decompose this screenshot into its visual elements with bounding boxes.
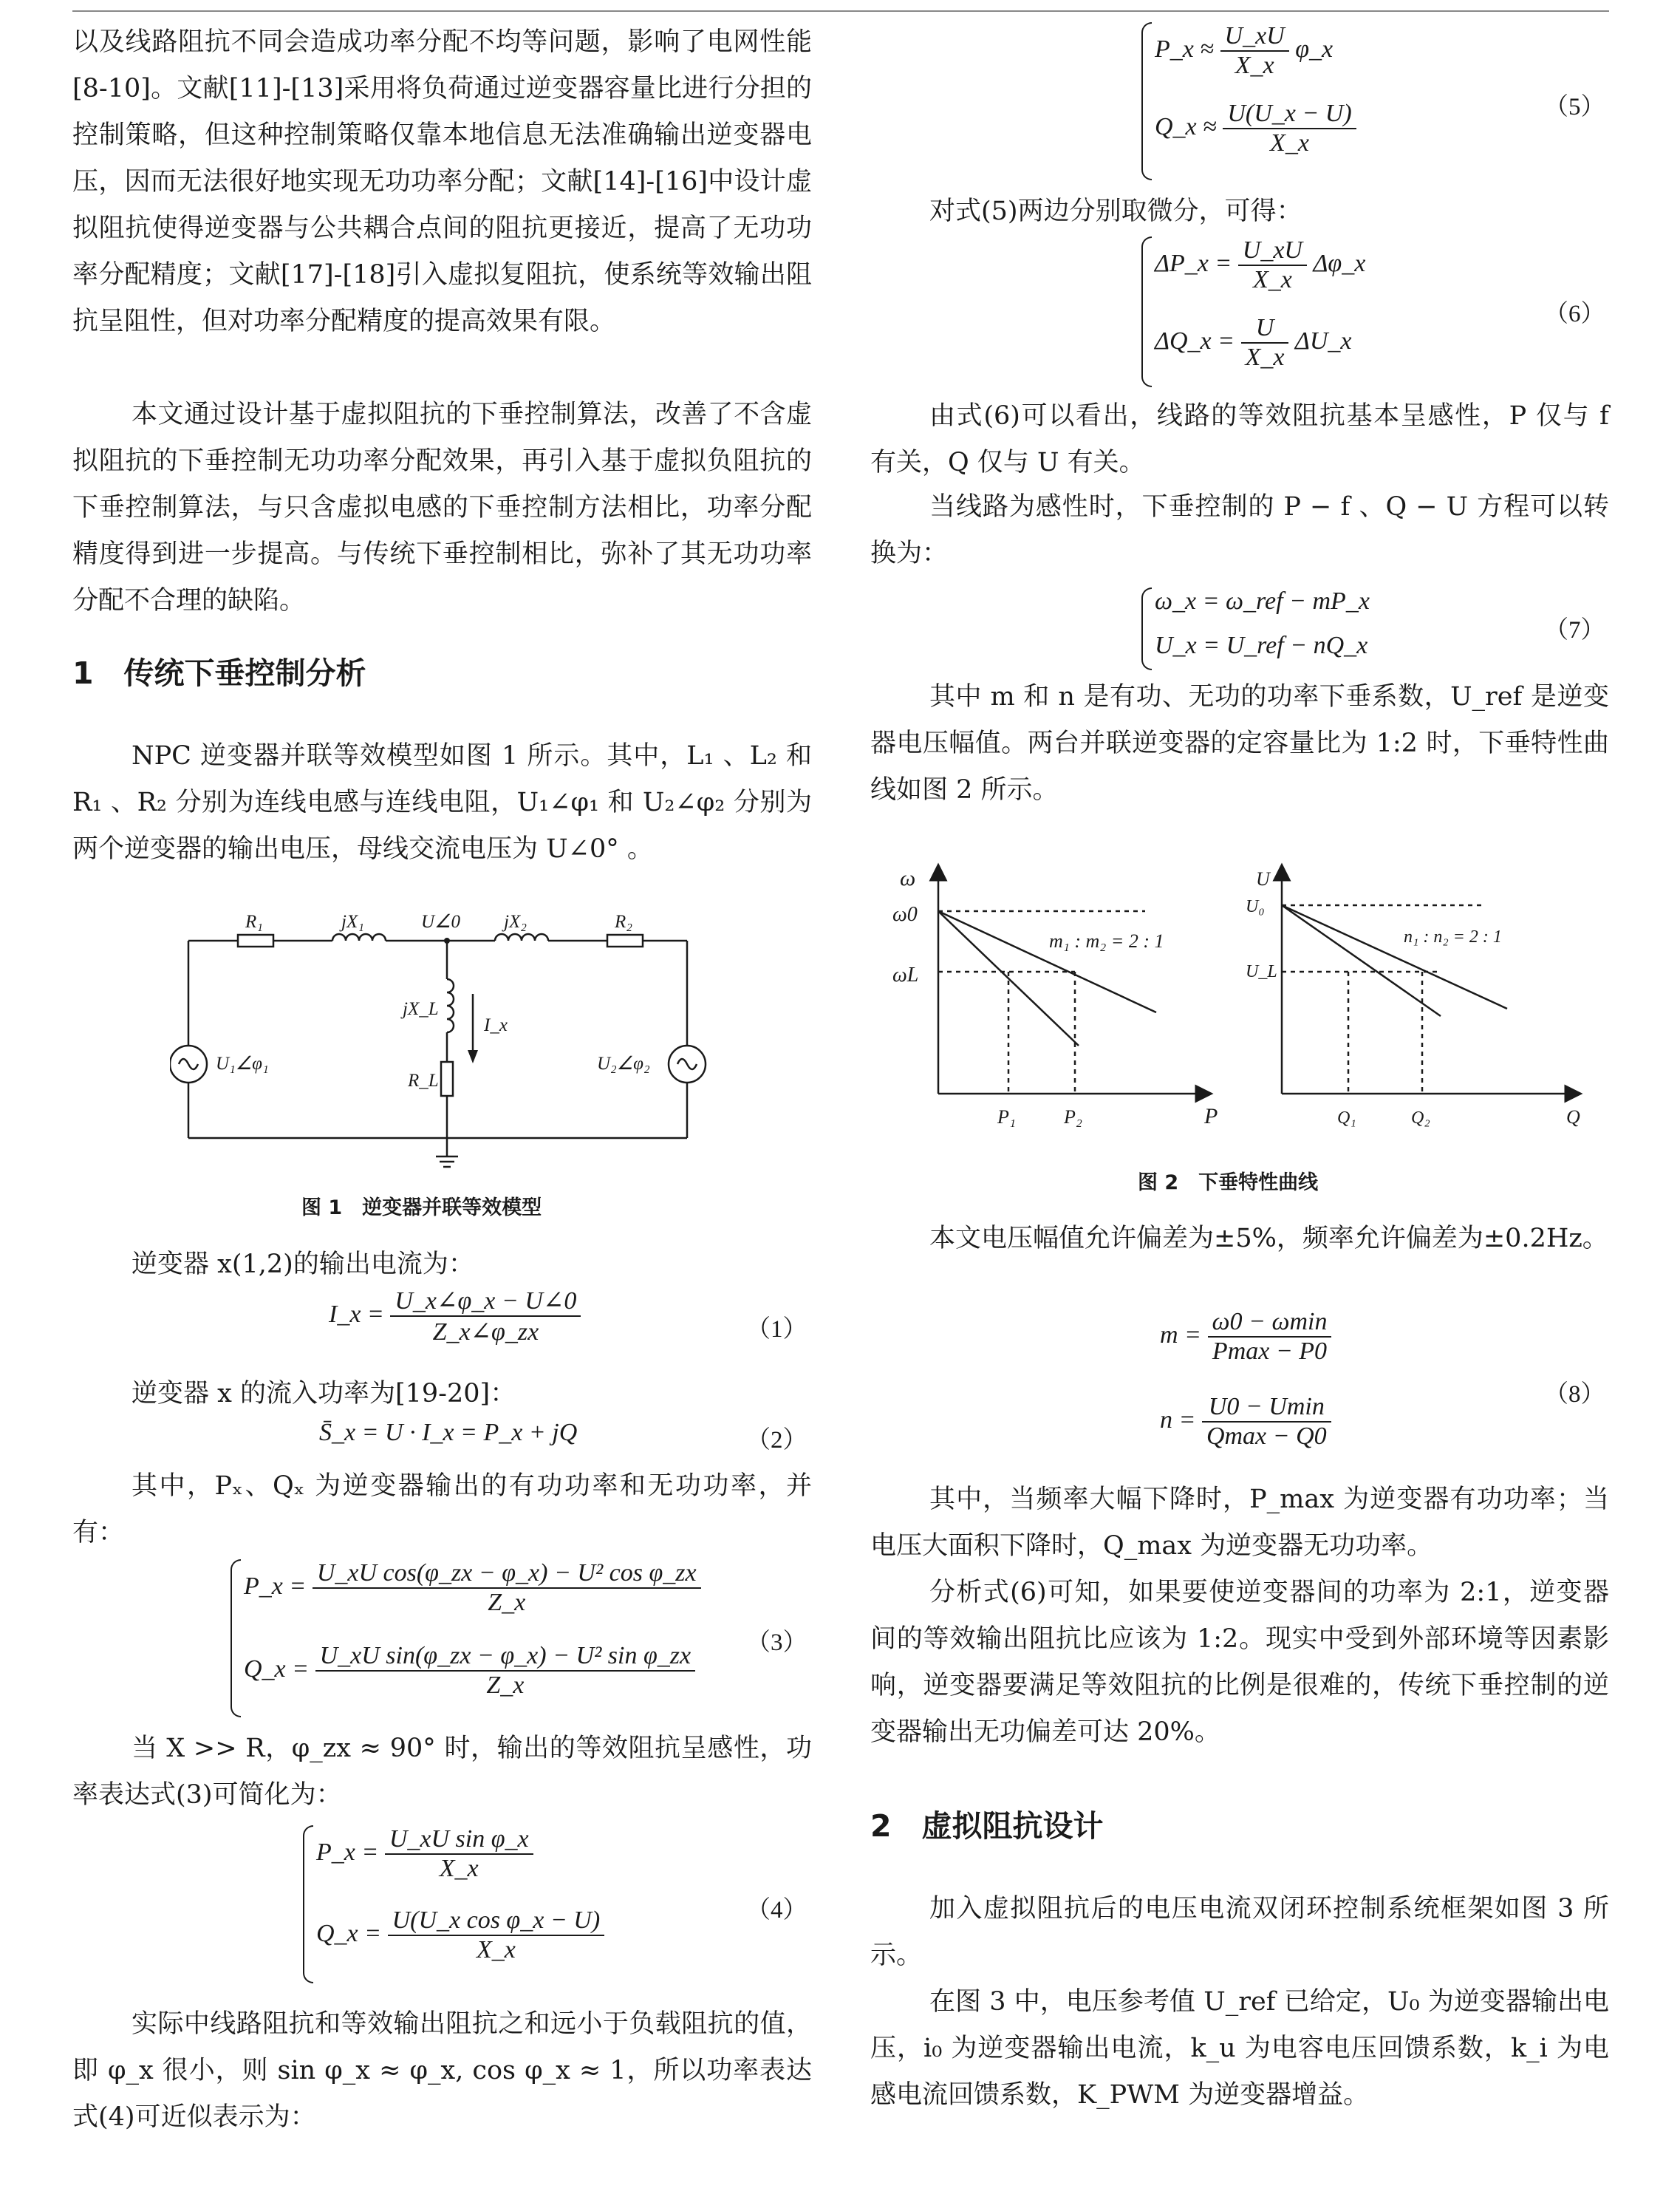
label-rl: R_L bbox=[408, 1071, 439, 1091]
inductor-jx1 bbox=[332, 934, 386, 941]
eq1-numerator: U_x∠φ_x − U∠0 bbox=[390, 1286, 581, 1317]
section-2-title: 2 虚拟阻抗设计 bbox=[870, 1808, 1104, 1844]
equation-4-p: P_x = $\frac{\text{U\_xU sin φ\_x}}{X\_x}$ bbox=[316, 1825, 533, 1883]
label-r1: R₁ bbox=[245, 912, 263, 932]
fig2-left-ratio: m₁ : m₂ = 2 : 1 bbox=[1049, 930, 1164, 952]
fig2-right-y-axis: U bbox=[1256, 868, 1270, 890]
paragraph-pmax: 其中，当频率大幅下降时，P_max 为逆变器有功功率；当电压大面积下降时，Q_max 为逆变器无功功率。 bbox=[870, 1485, 1609, 1561]
header-rule bbox=[72, 10, 1609, 12]
equation-8-n: n = $\frac{U0 - Umin}{Qmax - Q0}$ bbox=[1160, 1393, 1331, 1451]
figure-2-caption: 图 2 下垂特性曲线 bbox=[1138, 1171, 1319, 1194]
paragraph-tolerance: 本文电压幅值允许偏差为±5%，频率允许偏差为±0.2Hz。 bbox=[929, 1224, 1608, 1253]
eq1-denominator: Z_x∠φ_zx bbox=[432, 1318, 539, 1346]
label-jx1: jX₁ bbox=[341, 912, 364, 932]
label-u2: U₂∠φ₂ bbox=[597, 1054, 650, 1074]
paragraph-fig3-desc: 在图 3 中，电压参考值 U_ref 已给定，U₀ 为逆变器输出电压，i₀ 为逆变器输出电流，k_u 为电容电压回馈系数，k_i 为电感电流回馈系数，K_PWM 为逆变器增益。 bbox=[870, 1987, 1609, 2110]
equation-5-p: P_x ≈ $\frac{U\_xU}{X\_x}$ φ_x bbox=[1155, 22, 1334, 79]
current-arrow bbox=[468, 1050, 478, 1063]
label-u1: U₁∠φ₁ bbox=[216, 1054, 269, 1074]
figure-1-circuit bbox=[170, 905, 731, 1171]
fig2-left-y-axis: ω bbox=[900, 866, 916, 890]
paragraph-output-current: 逆变器 x(1,2)的输出电流为： bbox=[132, 1250, 474, 1279]
label-jxl: jX_L bbox=[403, 999, 439, 1019]
equation-4-q: Q_x = $\frac{\text{U(U\_x cos φ\_x − U)}}{X\_x}$ bbox=[316, 1907, 604, 1964]
fig2-right-yL: U_L bbox=[1246, 962, 1277, 981]
fig2-left-y0: ω0 bbox=[892, 903, 918, 926]
label-r2: R₂ bbox=[615, 912, 632, 932]
paragraph-model-desc: NPC 逆变器并联等效模型如图 1 所示。其中，L₁ 、L₂ 和 R₁ 、R₂ 分别为连线电感与连线电阻，U₁∠φ₁ 和 U₂∠φ₂ 分别为两个逆变器的输出电压，母线交流电压为 U∠0° 。 bbox=[72, 741, 812, 864]
droop-line-n1 bbox=[1282, 905, 1441, 1016]
paragraph-simplify: 当 X >> R，φ_zx ≈ 90° 时，输出的等效阻抗呈感性，功率表达式(3)可简化为： bbox=[72, 1734, 812, 1810]
equation-5-number: （5） bbox=[1544, 94, 1605, 120]
equation-1-number: （1） bbox=[746, 1316, 807, 1343]
eq1-lhs: I_x = bbox=[329, 1300, 384, 1328]
figure-1-caption: 图 1 逆变器并联等效模型 bbox=[301, 1196, 542, 1219]
equation-7-line2: U_x = U_ref − nQ_x bbox=[1155, 632, 1368, 659]
equation-7-line1: ω_x = ω_ref − mP_x bbox=[1155, 587, 1370, 615]
equation-8-m: m = $\frac{\omega 0 - \omega\min}{Pmax - P0}$ bbox=[1160, 1308, 1331, 1366]
fig2-right-y0: U₀ bbox=[1246, 897, 1265, 916]
eq3-brace bbox=[231, 1559, 241, 1717]
resistor-rl bbox=[441, 1062, 453, 1096]
equation-1 bbox=[329, 1286, 581, 1346]
equation-6-number: （6） bbox=[1544, 301, 1605, 327]
paragraph-droop-eq: 当线路为感性时，下垂控制的 P − f 、Q − U 方程可以转换为： bbox=[870, 492, 1609, 568]
equation-5-q: Q_x ≈ $\frac{U(U\_x - U)}{X\_x}$ bbox=[1155, 100, 1356, 157]
equation-2: S̄_x = U · I_x = P_x + jQ bbox=[319, 1419, 578, 1446]
eq6-brace bbox=[1141, 236, 1152, 387]
paragraph-input-power: 逆变器 x 的流入功率为[19-20]： bbox=[132, 1379, 516, 1408]
equation-8-number: （8） bbox=[1544, 1381, 1605, 1408]
paragraph-droop-coef: 其中 m 和 n 是有功、无功的功率下垂系数，U_ref 是逆变器电压幅值。两台并联逆变器的定容量比为 1:2 时，下垂特性曲线如图 2 所示。 bbox=[870, 682, 1609, 805]
eq4-brace bbox=[303, 1825, 313, 1983]
fig2-right-x2: Q₂ bbox=[1411, 1108, 1430, 1128]
fig2-left-yL: ωL bbox=[892, 964, 919, 987]
resistor-r1 bbox=[238, 935, 273, 947]
droop-line-n2 bbox=[1282, 905, 1507, 1009]
equation-7-number: （7） bbox=[1544, 617, 1605, 644]
paragraph-inductive: 由式(6)可以看出，线路的等效阻抗基本呈感性，P 仅与 f 有关，Q 仅与 U 有关。 bbox=[870, 401, 1609, 477]
paragraph-ratio-analysis: 分析式(6)可知，如果要使逆变器间的功率为 2:1，逆变器间的等效输出阻抗比应该为 1:2。现实中受到外部环境等因素影响，逆变器要满足等效阻抗的比例是很难的，传统下垂控制的逆变器输出无功偏差可达 20%。 bbox=[870, 1578, 1609, 1747]
section-1-title: 1 传统下垂控制分析 bbox=[72, 655, 366, 691]
paragraph-contribution: 本文通过设计基于虚拟阻抗的下垂控制算法，改善了不含虚拟阻抗的下垂控制无功功率分配效果，再引入基于虚拟负阻抗的下垂控制算法，与只含虚拟电感的下垂控制方法相比，功率分配精度得到进一步提高。与传统下垂控制相比，弥补了其无功功率分配不合理的缺陷。 bbox=[72, 400, 812, 616]
equation-4-number: （4） bbox=[746, 1897, 807, 1924]
inductor-jxl bbox=[447, 979, 454, 1032]
inductor-jx2 bbox=[495, 934, 548, 941]
fig2-right-x1: Q₁ bbox=[1337, 1108, 1356, 1128]
paragraph-intro-cont: 以及线路阻抗不同会造成功率分配不均等问题，影响了电网性能[8-10]。文献[11]-[13]采用将负荷通过逆变器容量比进行分担的控制策略，但这种控制策略仅靠本地信息无法准确输出逆变器电压，因而无法很好地实现无功功率分配；文献[14]-[16]中设计虚拟阻抗使得逆变器与公共耦合点间的阻抗更接近，提高了无功功率分配精度；文献[17]-[18]引入虚拟复阻抗，使系统等效输出阻抗呈阻性，但对功率分配精度的提高效果有限。 bbox=[72, 27, 812, 336]
equation-3-q: Q_x = $\frac{\text{U\_xU sin(φ\_zx − φ\_x) − U² sin φ\_zx}}{Z\_x}$ bbox=[244, 1642, 695, 1700]
equation-2-number: （2） bbox=[746, 1427, 807, 1454]
equation-6-p: ΔP_x = $\frac{U\_xU}{X\_x}$ Δφ_x bbox=[1155, 236, 1366, 293]
paragraph-differential: 对式(5)两边分别取微分，可得： bbox=[929, 197, 1302, 226]
fig2-right-x-axis: Q bbox=[1566, 1106, 1580, 1128]
paragraph-approx: 实际中线路阻抗和等效输出阻抗之和远小于负载阻抗的值，即 φ_x 很小，则 sin φ_x ≈ φ_x, cos φ_x ≈ 1，所以功率表达式(4)可近似表示为： bbox=[72, 2009, 812, 2132]
eq7-brace bbox=[1141, 587, 1152, 670]
fig2-left-x-axis: P bbox=[1204, 1104, 1218, 1128]
fig2-left-x2: P₂ bbox=[1064, 1106, 1082, 1128]
eq5-brace bbox=[1141, 22, 1152, 180]
paragraph-power-def: 其中，Pₓ、Qₓ 为逆变器输出的有功功率和无功功率，并有： bbox=[72, 1471, 812, 1547]
label-ix: I_x bbox=[484, 1015, 508, 1035]
equation-3-number: （3） bbox=[746, 1629, 807, 1656]
figure-2-droop-curves bbox=[879, 850, 1611, 1145]
equation-6-q: ΔQ_x = $\frac{U}{X\_x}$ ΔU_x bbox=[1155, 314, 1352, 371]
label-jx2: jX₂ bbox=[504, 912, 527, 932]
resistor-r2 bbox=[607, 935, 643, 947]
fig2-right-ratio: n₁ : n₂ = 2 : 1 bbox=[1404, 927, 1502, 947]
fig2-left-x1: P₁ bbox=[997, 1106, 1016, 1128]
paragraph-framework: 加入虚拟阻抗后的电压电流双闭环控制系统框架如图 3 所示。 bbox=[870, 1894, 1609, 1970]
equation-3-p: P_x = $\frac{\text{U\_xU cos(φ\_zx − φ\_x) − U² cos φ\_zx}}{Z\_x}$ bbox=[244, 1559, 701, 1617]
droop-line-m2 bbox=[938, 911, 1156, 1012]
label-bus-voltage: U∠0 bbox=[421, 912, 460, 932]
